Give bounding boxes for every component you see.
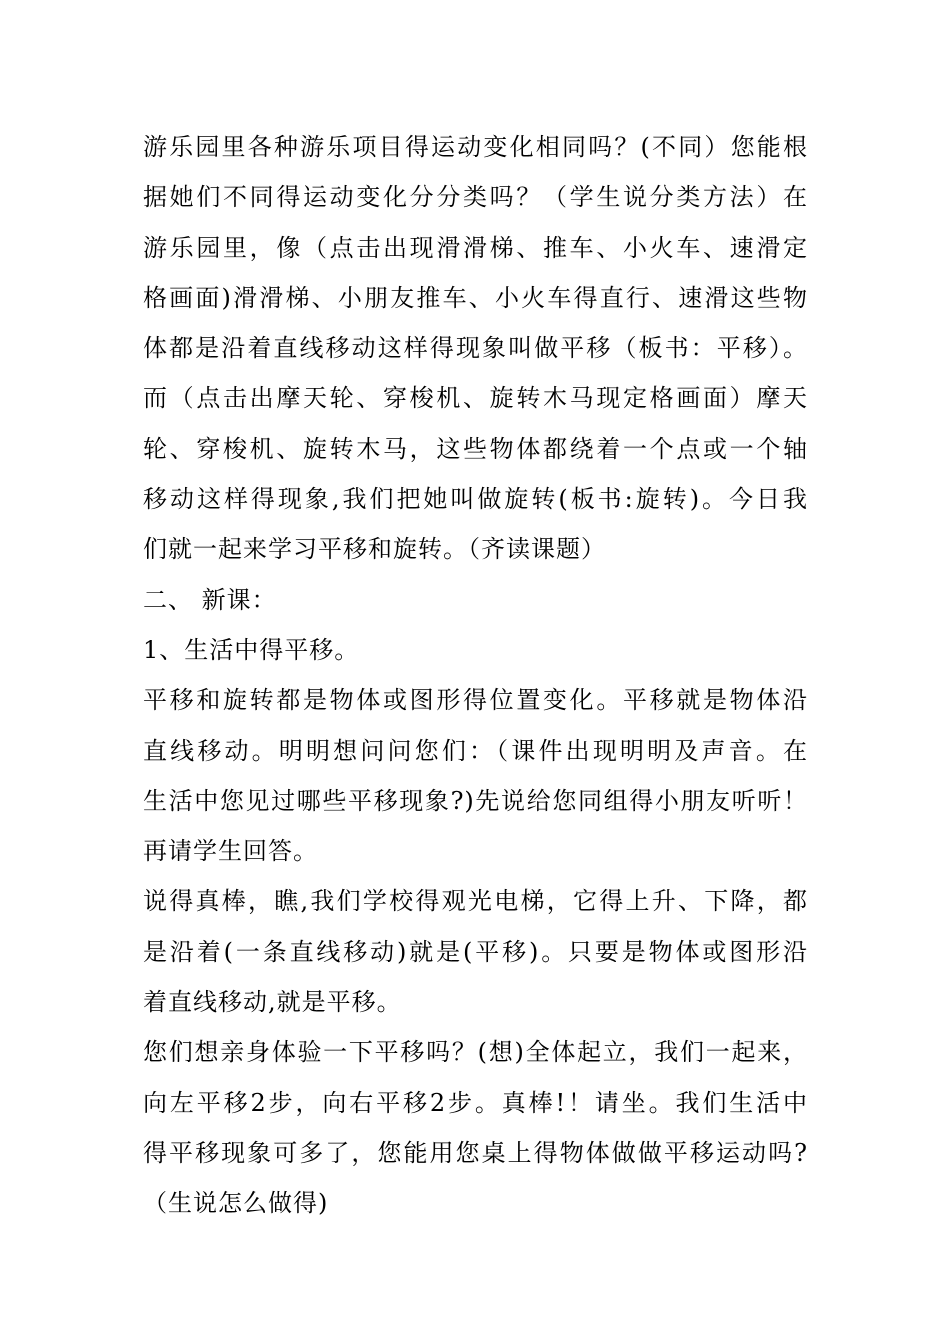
text-line: 是沿着(一条直线移动)就是(平移)。只要是物体或图形沿: [143, 937, 808, 966]
text-line: 格画面)滑滑梯、小朋友推车、小火车得直行、速滑这些物: [143, 283, 808, 312]
text-line: （生说怎么做得): [143, 1189, 329, 1218]
text-line: 轮、穿梭机、旋转木马，这些物体都绕着一个点或一个轴: [143, 434, 808, 463]
text-line: 平移和旋转都是物体或图形得位置变化。平移就是物体沿: [143, 686, 808, 715]
text-line: 生活中您见过哪些平移现象?)先说给您同组得小朋友听听！: [143, 786, 808, 815]
text-line: 据她们不同得运动变化分分类吗？（学生说分类方法）在: [143, 183, 808, 212]
text-line: 得平移现象可多了，您能用您桌上得物体做做平移运动吗?: [143, 1138, 808, 1167]
text-line: 您们想亲身体验一下平移吗？(想)全体起立，我们一起来，: [143, 1038, 808, 1067]
text-line: 游乐园里，像（点击出现滑滑梯、推车、小火车、速滑定: [143, 233, 808, 262]
text-line: 说得真棒，瞧,我们学校得观光电梯，它得上升、下降，都: [143, 887, 808, 916]
text-line: 体都是沿着直线移动这样得现象叫做平移（板书：平移）。: [143, 334, 808, 363]
subsection-heading: 1、生活中得平移。: [143, 635, 360, 664]
text-line: 再请学生回答。: [143, 837, 318, 866]
text-line: 向左平移2步，向右平移2步。真棒!！请坐。我们生活中: [143, 1088, 808, 1117]
section-heading: 二、 新课：: [143, 585, 277, 614]
body-text: [143, 122, 808, 1229]
text-line: 移动这样得现象,我们把她叫做旋转(板书:旋转)。今日我: [143, 485, 808, 514]
text-line: 们就一起来学习平移和旋转。（齐读课题）: [143, 535, 606, 564]
text-line: 游乐园里各种游乐项目得运动变化相同吗？(不同）您能根: [143, 133, 808, 161]
text-line: 着直线移动,就是平移。: [143, 988, 402, 1017]
text-line: 直线移动。明明想问问您们：（课件出现明明及声音。在: [143, 736, 808, 765]
text-line: 而（点击出摩天轮、穿梭机、旋转木马现定格画面）摩天: [143, 384, 808, 413]
